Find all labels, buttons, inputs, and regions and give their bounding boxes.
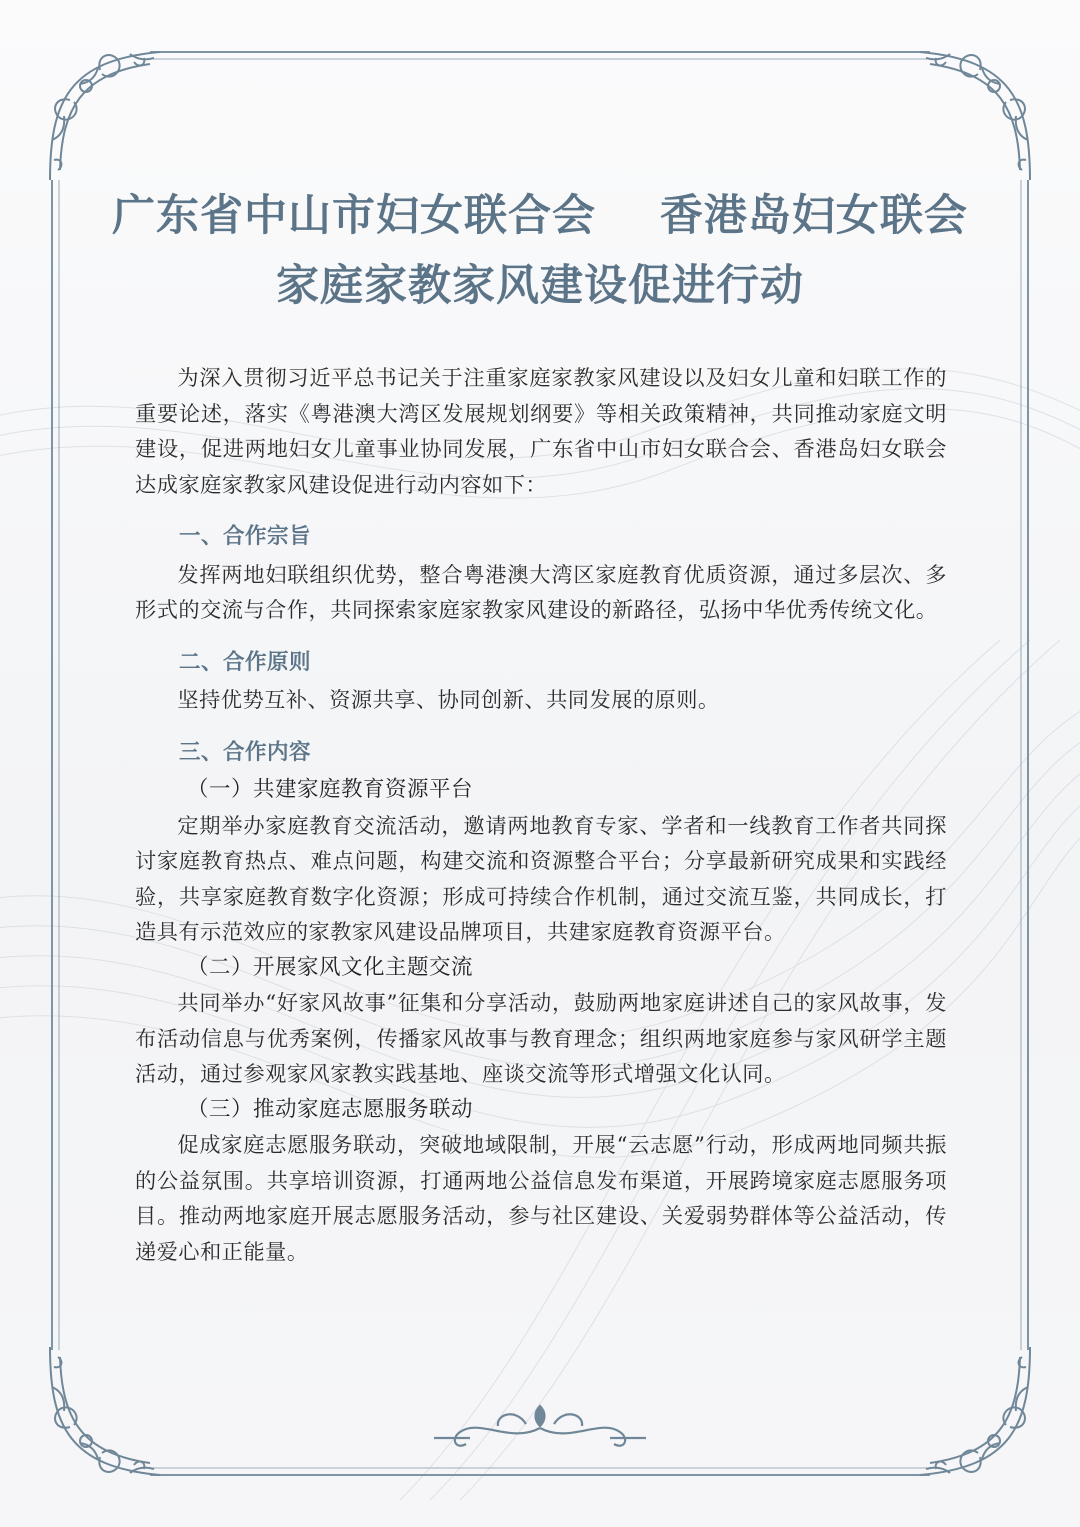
section-body-principles: 坚持优势互补、资源共享、协同创新、共同发展的原则。 <box>177 687 720 712</box>
section-heading-purpose: 一、合作宗旨 <box>179 524 312 549</box>
corner-ornament-bottom-left <box>40 1337 180 1487</box>
section-heading-principles: 二、合作原则 <box>179 649 312 675</box>
subsection-body-volunteer: 促成家庭志愿服务联动，突破地域限制，开展“云志愿”行动，形成两地同频共振的公益氛围。共享培训资源，打通两地公益信息发布渠道，开展跨境家庭志愿服务项目。推动两地家庭开展志愿服务活动，参与社区建设、关爱弱势群体等公益活动，传递爱心和正能量。 <box>135 1132 947 1264</box>
subsection-heading-family-culture: （二）开展家风文化主题交流 <box>187 954 474 980</box>
document-title-line2: 家庭家教家风建设促进行动 <box>276 261 804 311</box>
bottom-center-flourish <box>430 1398 650 1450</box>
section-heading-content: 三、合作内容 <box>179 739 312 765</box>
section-body-purpose: 发挥两地妇联组织优势，整合粤港澳大湾区家庭教育优质资源，通过多层次、多形式的交流与合作，共同探索家庭家教家风建设的新路径，弘扬中华优秀传统文化。 <box>135 561 947 622</box>
subsection-heading-volunteer: （三）推动家庭志愿服务联动 <box>187 1096 474 1122</box>
document-title-line1: 广东省中山市妇女联合会 香港岛妇女联会 <box>112 191 968 241</box>
subsection-body-resource-platform: 定期举办家庭教育交流活动，邀请两地教育专家、学者和一线教育工作者共同探讨家庭教育热点、难点问题，构建交流和资源整合平台；分享最新研究成果和实践经验，共享家庭教育数字化资源；形成可持续合作机制，通过交流互鉴，共同成长，打造具有示范效应的家教家风建设品牌项目，共建家庭教育资源平台。 <box>135 812 947 944</box>
subsection-body-family-culture: 共同举办“好家风故事”征集和分享活动，鼓励两地家庭讲述自己的家风故事，发布活动信息与优秀案例，传播家风故事与教育理念；组织两地家庭参与家风研学主题活动，通过参观家风家教实践基地、座谈交流等形式增强文化认同。 <box>135 990 947 1086</box>
corner-ornament-top-left <box>40 40 180 190</box>
intro-paragraph: 为深入贯彻习近平总书记关于注重家庭家教家风建设以及妇女儿童和妇联工作的重要论述，落实《粤港澳大湾区发展规划纲要》等相关政策精神，共同推动家庭文明建设，促进两地妇女儿童事业协同发展，广东省中山市妇女联合会、香港岛妇女联会达成家庭家教家风建设促进行动内容如下： <box>135 365 947 497</box>
corner-ornament-bottom-right <box>900 1337 1040 1487</box>
subsection-heading-resource-platform: （一）共建家庭教育资源平台 <box>187 777 474 802</box>
document-body <box>135 360 947 1269</box>
corner-ornament-top-right <box>900 40 1040 190</box>
